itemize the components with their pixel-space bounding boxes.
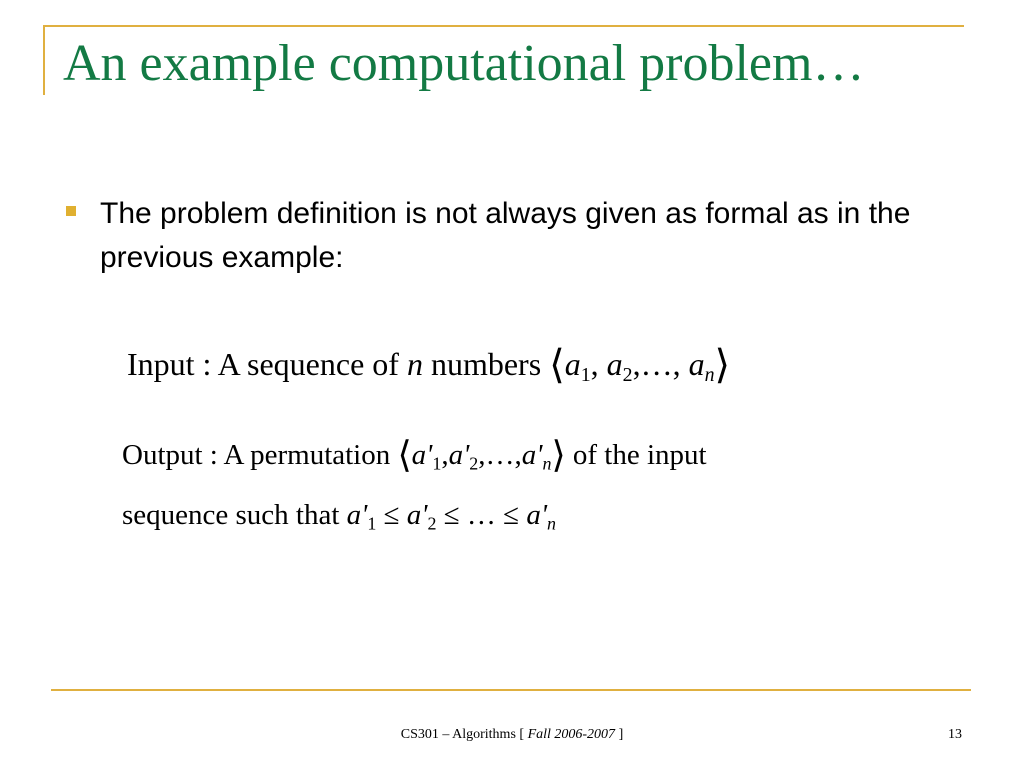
sub-n: n bbox=[704, 363, 715, 386]
frame-left-rule bbox=[43, 25, 45, 95]
sequence-such-that: sequence such that bbox=[122, 499, 340, 531]
footer-course bbox=[0, 727, 1024, 743]
bullet-text: The problem definition is not always given as formal as in the previous example: bbox=[100, 197, 911, 274]
a-prime-1: a' bbox=[346, 499, 368, 531]
sub-2: 2 bbox=[427, 513, 437, 534]
a-var-2: a bbox=[606, 346, 623, 382]
output-definition-line2 bbox=[122, 499, 556, 532]
a-prime-2: a' bbox=[448, 439, 470, 471]
numbers-word: numbers bbox=[430, 346, 542, 382]
square-bullet-icon bbox=[66, 206, 76, 216]
page-number: 13 bbox=[948, 727, 962, 742]
input-prefix: Input : A sequence of bbox=[127, 346, 399, 382]
right-angle-bracket: ⟩ bbox=[714, 342, 731, 388]
frame-top-rule bbox=[43, 25, 964, 27]
footer-close-bracket: ] bbox=[618, 727, 624, 742]
output-prefix: Output : A permutation bbox=[122, 439, 391, 471]
leq-symbol: ≤ bbox=[443, 499, 460, 531]
right-angle-bracket: ⟩ bbox=[551, 434, 566, 475]
slide-title: An example computational problem… bbox=[63, 35, 865, 92]
a-prime-1: a' bbox=[411, 439, 433, 471]
sub-2: 2 bbox=[469, 453, 479, 474]
output-suffix: of the input bbox=[572, 439, 707, 471]
left-angle-bracket: ⟨ bbox=[549, 342, 565, 388]
footer-rule bbox=[51, 689, 971, 691]
sub-n: n bbox=[547, 513, 556, 534]
ellipsis: … bbox=[640, 346, 673, 382]
leq-symbol: ≤ bbox=[383, 499, 400, 531]
n-variable: n bbox=[406, 346, 423, 382]
leq-symbol: ≤ bbox=[503, 499, 520, 531]
a-var-1: a bbox=[564, 346, 581, 382]
a-prime-n: a' bbox=[521, 439, 543, 471]
dots: … bbox=[466, 499, 496, 531]
a-prime-2: a' bbox=[406, 499, 428, 531]
footer-term: Fall 2006-2007 bbox=[527, 727, 616, 742]
ellipsis: … bbox=[485, 439, 515, 471]
sub-2: 2 bbox=[622, 363, 633, 386]
output-definition-line1: Output : A permutation $⟨a'_1,a'_2,\dots,a'_n⟩$ of the input bbox=[122, 434, 707, 475]
a-prime-n: a' bbox=[526, 499, 548, 531]
sub-1: 1 bbox=[580, 363, 591, 386]
sub-1: 1 bbox=[432, 453, 442, 474]
sub-1: 1 bbox=[367, 513, 377, 534]
input-definition: Input : A sequence of n numbers $⟨a_1$, $a_2,\dots$, $a_n⟩$ bbox=[127, 342, 731, 388]
left-angle-bracket: ⟨ bbox=[397, 434, 412, 475]
sub-n: n bbox=[542, 453, 552, 474]
footer-course-name: CS301 – Algorithms [ bbox=[400, 727, 525, 742]
a-var-n: a bbox=[688, 346, 705, 382]
